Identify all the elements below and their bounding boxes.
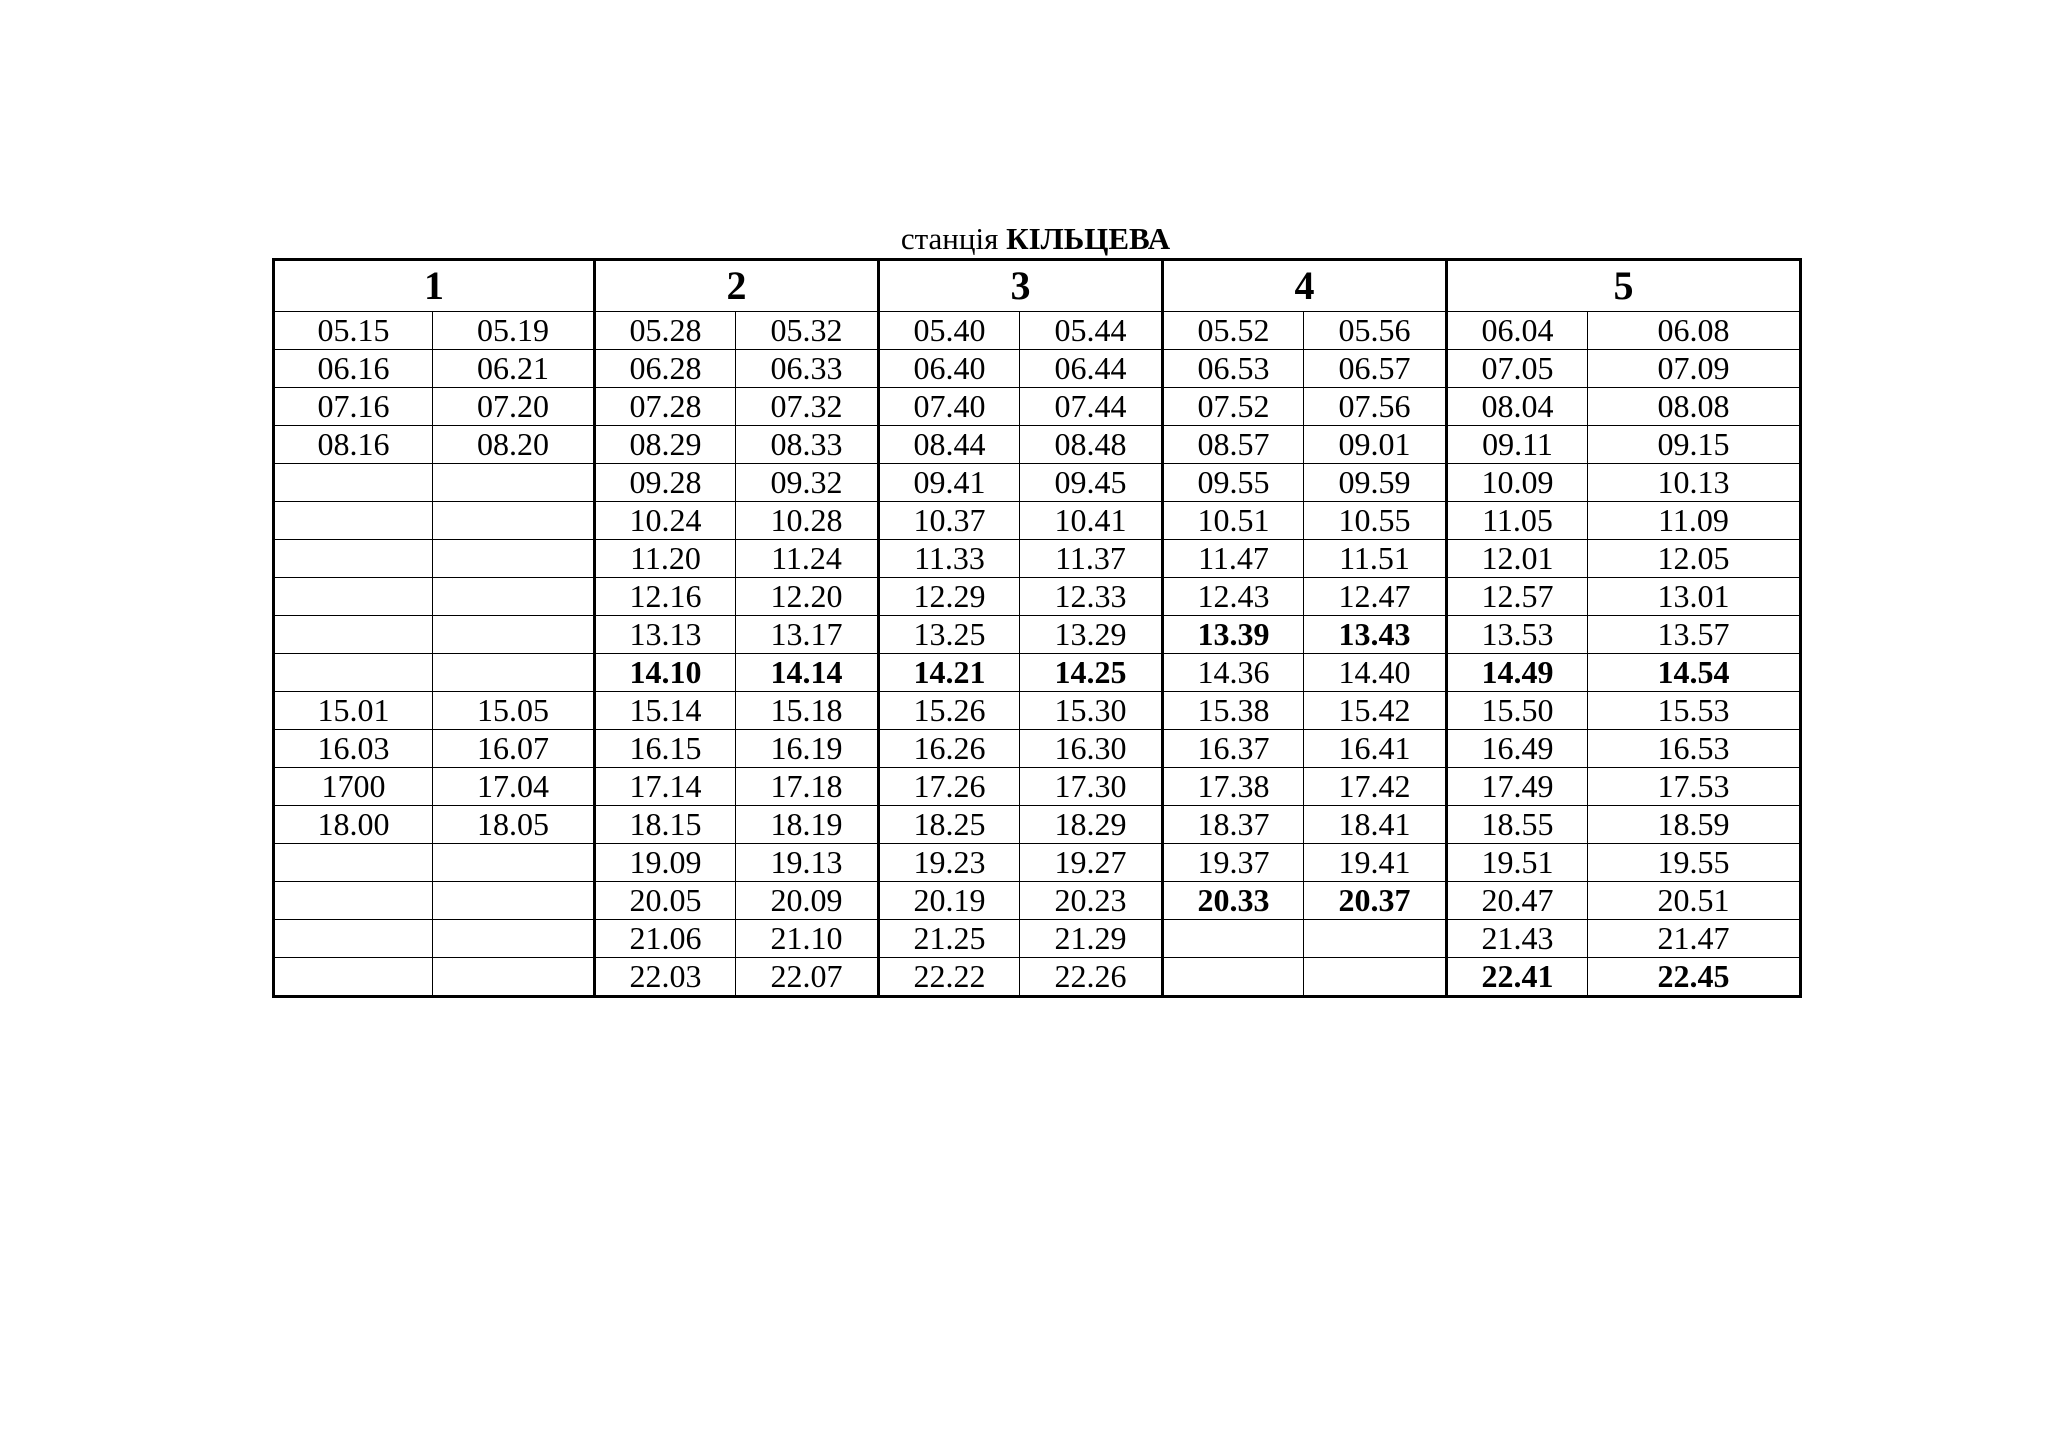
- time-cell: 17.18: [736, 768, 879, 806]
- time-cell: 19.55: [1588, 844, 1801, 882]
- time-cell: 09.01: [1304, 426, 1447, 464]
- time-cell: [274, 882, 433, 920]
- time-cell: 17.53: [1588, 768, 1801, 806]
- table-row: [274, 882, 1801, 920]
- time-cell: 15.38: [1163, 692, 1304, 730]
- time-cell: 20.05: [595, 882, 736, 920]
- time-cell: [274, 844, 433, 882]
- time-cell: 11.33: [879, 540, 1020, 578]
- time-cell: [274, 502, 433, 540]
- time-cell: 22.07: [736, 958, 879, 997]
- time-cell: [274, 616, 433, 654]
- time-cell: 20.09: [736, 882, 879, 920]
- table-row: [274, 920, 1801, 958]
- time-cell: 06.21: [433, 350, 595, 388]
- time-cell: 13.53: [1447, 616, 1588, 654]
- time-cell: 18.59: [1588, 806, 1801, 844]
- time-cell: [1163, 958, 1304, 997]
- time-cell: 07.32: [736, 388, 879, 426]
- time-cell: 20.19: [879, 882, 1020, 920]
- time-cell: 07.05: [1447, 350, 1588, 388]
- time-cell: 06.33: [736, 350, 879, 388]
- time-cell: 06.53: [1163, 350, 1304, 388]
- time-cell: 09.41: [879, 464, 1020, 502]
- time-cell: 22.03: [595, 958, 736, 997]
- time-cell: [433, 464, 595, 502]
- time-cell: 14.21: [879, 654, 1020, 692]
- time-cell: 16.49: [1447, 730, 1588, 768]
- time-cell: 15.30: [1020, 692, 1163, 730]
- time-cell: 11.37: [1020, 540, 1163, 578]
- time-cell: 08.04: [1447, 388, 1588, 426]
- time-cell: 14.49: [1447, 654, 1588, 692]
- time-cell: 08.44: [879, 426, 1020, 464]
- time-cell: 18.19: [736, 806, 879, 844]
- time-cell: 12.57: [1447, 578, 1588, 616]
- time-cell: 21.06: [595, 920, 736, 958]
- time-cell: 10.51: [1163, 502, 1304, 540]
- time-cell: 08.57: [1163, 426, 1304, 464]
- table-row: [274, 388, 1801, 426]
- time-cell: 12.29: [879, 578, 1020, 616]
- time-cell: 22.22: [879, 958, 1020, 997]
- column-header-2: 2: [595, 260, 879, 312]
- time-cell: 13.01: [1588, 578, 1801, 616]
- time-cell: 10.55: [1304, 502, 1447, 540]
- time-cell: 09.32: [736, 464, 879, 502]
- time-cell: 11.47: [1163, 540, 1304, 578]
- time-cell: [433, 654, 595, 692]
- time-cell: 07.16: [274, 388, 433, 426]
- time-cell: 15.18: [736, 692, 879, 730]
- time-cell: 08.08: [1588, 388, 1801, 426]
- time-cell: 20.33: [1163, 882, 1304, 920]
- time-cell: 20.47: [1447, 882, 1588, 920]
- time-cell: 16.41: [1304, 730, 1447, 768]
- time-cell: 05.56: [1304, 312, 1447, 350]
- page-title: [272, 222, 1799, 256]
- time-cell: 07.09: [1588, 350, 1801, 388]
- time-cell: 20.23: [1020, 882, 1163, 920]
- time-cell: 09.15: [1588, 426, 1801, 464]
- table-row: [274, 692, 1801, 730]
- time-cell: 21.10: [736, 920, 879, 958]
- time-cell: 18.15: [595, 806, 736, 844]
- time-cell: 13.43: [1304, 616, 1447, 654]
- time-cell: 17.26: [879, 768, 1020, 806]
- time-cell: 19.51: [1447, 844, 1588, 882]
- time-cell: 12.47: [1304, 578, 1447, 616]
- time-cell: 06.44: [1020, 350, 1163, 388]
- table-row: [274, 958, 1801, 997]
- time-cell: [274, 540, 433, 578]
- time-cell: 10.28: [736, 502, 879, 540]
- time-cell: [433, 616, 595, 654]
- time-cell: 08.16: [274, 426, 433, 464]
- time-cell: 17.38: [1163, 768, 1304, 806]
- time-cell: 05.52: [1163, 312, 1304, 350]
- table-row: [274, 540, 1801, 578]
- time-cell: 14.25: [1020, 654, 1163, 692]
- time-cell: 09.55: [1163, 464, 1304, 502]
- time-cell: 12.33: [1020, 578, 1163, 616]
- time-cell: 10.24: [595, 502, 736, 540]
- time-cell: 18.29: [1020, 806, 1163, 844]
- time-cell: 13.25: [879, 616, 1020, 654]
- time-cell: [433, 920, 595, 958]
- time-cell: 12.01: [1447, 540, 1588, 578]
- time-cell: [1163, 920, 1304, 958]
- timetable: [272, 258, 1802, 998]
- time-cell: [274, 920, 433, 958]
- table-row: [274, 350, 1801, 388]
- time-cell: 09.11: [1447, 426, 1588, 464]
- time-cell: 13.29: [1020, 616, 1163, 654]
- time-cell: 14.54: [1588, 654, 1801, 692]
- time-cell: 19.09: [595, 844, 736, 882]
- time-cell: 07.52: [1163, 388, 1304, 426]
- time-cell: 07.40: [879, 388, 1020, 426]
- table-row: [274, 654, 1801, 692]
- time-cell: 16.15: [595, 730, 736, 768]
- time-cell: 15.14: [595, 692, 736, 730]
- time-cell: [274, 464, 433, 502]
- time-cell: 07.20: [433, 388, 595, 426]
- time-cell: 07.56: [1304, 388, 1447, 426]
- time-cell: 17.04: [433, 768, 595, 806]
- time-cell: 15.05: [433, 692, 595, 730]
- time-cell: 09.28: [595, 464, 736, 502]
- time-cell: 15.26: [879, 692, 1020, 730]
- time-cell: 14.36: [1163, 654, 1304, 692]
- station-name: КІЛЬЦЕВА: [1006, 221, 1171, 256]
- time-cell: 05.28: [595, 312, 736, 350]
- time-cell: 16.07: [433, 730, 595, 768]
- time-cell: 11.09: [1588, 502, 1801, 540]
- time-cell: 15.50: [1447, 692, 1588, 730]
- table-row: [274, 464, 1801, 502]
- time-cell: 18.00: [274, 806, 433, 844]
- time-cell: 21.43: [1447, 920, 1588, 958]
- time-cell: 19.41: [1304, 844, 1447, 882]
- time-cell: [274, 958, 433, 997]
- time-cell: [433, 578, 595, 616]
- time-cell: 13.57: [1588, 616, 1801, 654]
- time-cell: 22.45: [1588, 958, 1801, 997]
- time-cell: [274, 578, 433, 616]
- time-cell: 05.15: [274, 312, 433, 350]
- time-cell: 06.28: [595, 350, 736, 388]
- time-cell: 17.14: [595, 768, 736, 806]
- time-cell: 19.23: [879, 844, 1020, 882]
- table-row: [274, 426, 1801, 464]
- time-cell: 10.13: [1588, 464, 1801, 502]
- time-cell: 06.57: [1304, 350, 1447, 388]
- time-cell: 18.37: [1163, 806, 1304, 844]
- time-cell: [433, 502, 595, 540]
- time-cell: 09.59: [1304, 464, 1447, 502]
- time-cell: 05.44: [1020, 312, 1163, 350]
- time-cell: 19.37: [1163, 844, 1304, 882]
- table-row: [274, 312, 1801, 350]
- time-cell: 13.13: [595, 616, 736, 654]
- time-cell: 08.29: [595, 426, 736, 464]
- table-row: [274, 578, 1801, 616]
- time-cell: 17.30: [1020, 768, 1163, 806]
- time-cell: 13.17: [736, 616, 879, 654]
- title-prefix: станція: [900, 221, 999, 256]
- column-header-1: 1: [274, 260, 595, 312]
- time-cell: 10.41: [1020, 502, 1163, 540]
- column-header-3: 3: [879, 260, 1163, 312]
- time-cell: 21.29: [1020, 920, 1163, 958]
- time-cell: 18.25: [879, 806, 1020, 844]
- table-row: [274, 730, 1801, 768]
- time-cell: 05.32: [736, 312, 879, 350]
- time-cell: 06.04: [1447, 312, 1588, 350]
- time-cell: 06.40: [879, 350, 1020, 388]
- time-cell: 11.51: [1304, 540, 1447, 578]
- time-cell: 16.53: [1588, 730, 1801, 768]
- time-cell: 13.39: [1163, 616, 1304, 654]
- time-cell: 21.25: [879, 920, 1020, 958]
- time-cell: 18.55: [1447, 806, 1588, 844]
- time-cell: 08.20: [433, 426, 595, 464]
- time-cell: 15.53: [1588, 692, 1801, 730]
- time-cell: 05.40: [879, 312, 1020, 350]
- table-row: [274, 502, 1801, 540]
- time-cell: [433, 540, 595, 578]
- time-cell: 12.16: [595, 578, 736, 616]
- time-cell: 16.37: [1163, 730, 1304, 768]
- time-cell: [1304, 920, 1447, 958]
- time-cell: 11.05: [1447, 502, 1588, 540]
- time-cell: 08.48: [1020, 426, 1163, 464]
- time-cell: 07.28: [595, 388, 736, 426]
- time-cell: 14.10: [595, 654, 736, 692]
- time-cell: 05.19: [433, 312, 595, 350]
- timetable-body: [274, 312, 1801, 997]
- time-cell: 1700: [274, 768, 433, 806]
- table-row: [274, 768, 1801, 806]
- time-cell: 18.41: [1304, 806, 1447, 844]
- time-cell: [1304, 958, 1447, 997]
- time-cell: 12.20: [736, 578, 879, 616]
- time-cell: 08.33: [736, 426, 879, 464]
- time-cell: 19.13: [736, 844, 879, 882]
- time-cell: 06.16: [274, 350, 433, 388]
- time-cell: 20.37: [1304, 882, 1447, 920]
- time-cell: 06.08: [1588, 312, 1801, 350]
- table-row: [274, 616, 1801, 654]
- time-cell: 11.24: [736, 540, 879, 578]
- time-cell: 16.30: [1020, 730, 1163, 768]
- time-cell: [433, 882, 595, 920]
- column-header-5: 5: [1447, 260, 1801, 312]
- time-cell: 12.43: [1163, 578, 1304, 616]
- time-cell: [433, 958, 595, 997]
- column-header-4: 4: [1163, 260, 1447, 312]
- time-cell: 09.45: [1020, 464, 1163, 502]
- time-cell: 14.14: [736, 654, 879, 692]
- time-cell: 10.09: [1447, 464, 1588, 502]
- time-cell: 15.42: [1304, 692, 1447, 730]
- time-cell: 18.05: [433, 806, 595, 844]
- time-cell: 16.03: [274, 730, 433, 768]
- time-cell: 10.37: [879, 502, 1020, 540]
- time-cell: 16.26: [879, 730, 1020, 768]
- time-cell: 21.47: [1588, 920, 1801, 958]
- time-cell: 22.41: [1447, 958, 1588, 997]
- time-cell: 16.19: [736, 730, 879, 768]
- time-cell: 20.51: [1588, 882, 1801, 920]
- time-cell: [274, 654, 433, 692]
- time-cell: 17.49: [1447, 768, 1588, 806]
- time-cell: 17.42: [1304, 768, 1447, 806]
- header-row: [274, 260, 1801, 312]
- time-cell: 19.27: [1020, 844, 1163, 882]
- time-cell: 22.26: [1020, 958, 1163, 997]
- time-cell: 15.01: [274, 692, 433, 730]
- table-row: [274, 806, 1801, 844]
- time-cell: 14.40: [1304, 654, 1447, 692]
- time-cell: [433, 844, 595, 882]
- time-cell: 12.05: [1588, 540, 1801, 578]
- time-cell: 07.44: [1020, 388, 1163, 426]
- time-cell: 11.20: [595, 540, 736, 578]
- table-row: [274, 844, 1801, 882]
